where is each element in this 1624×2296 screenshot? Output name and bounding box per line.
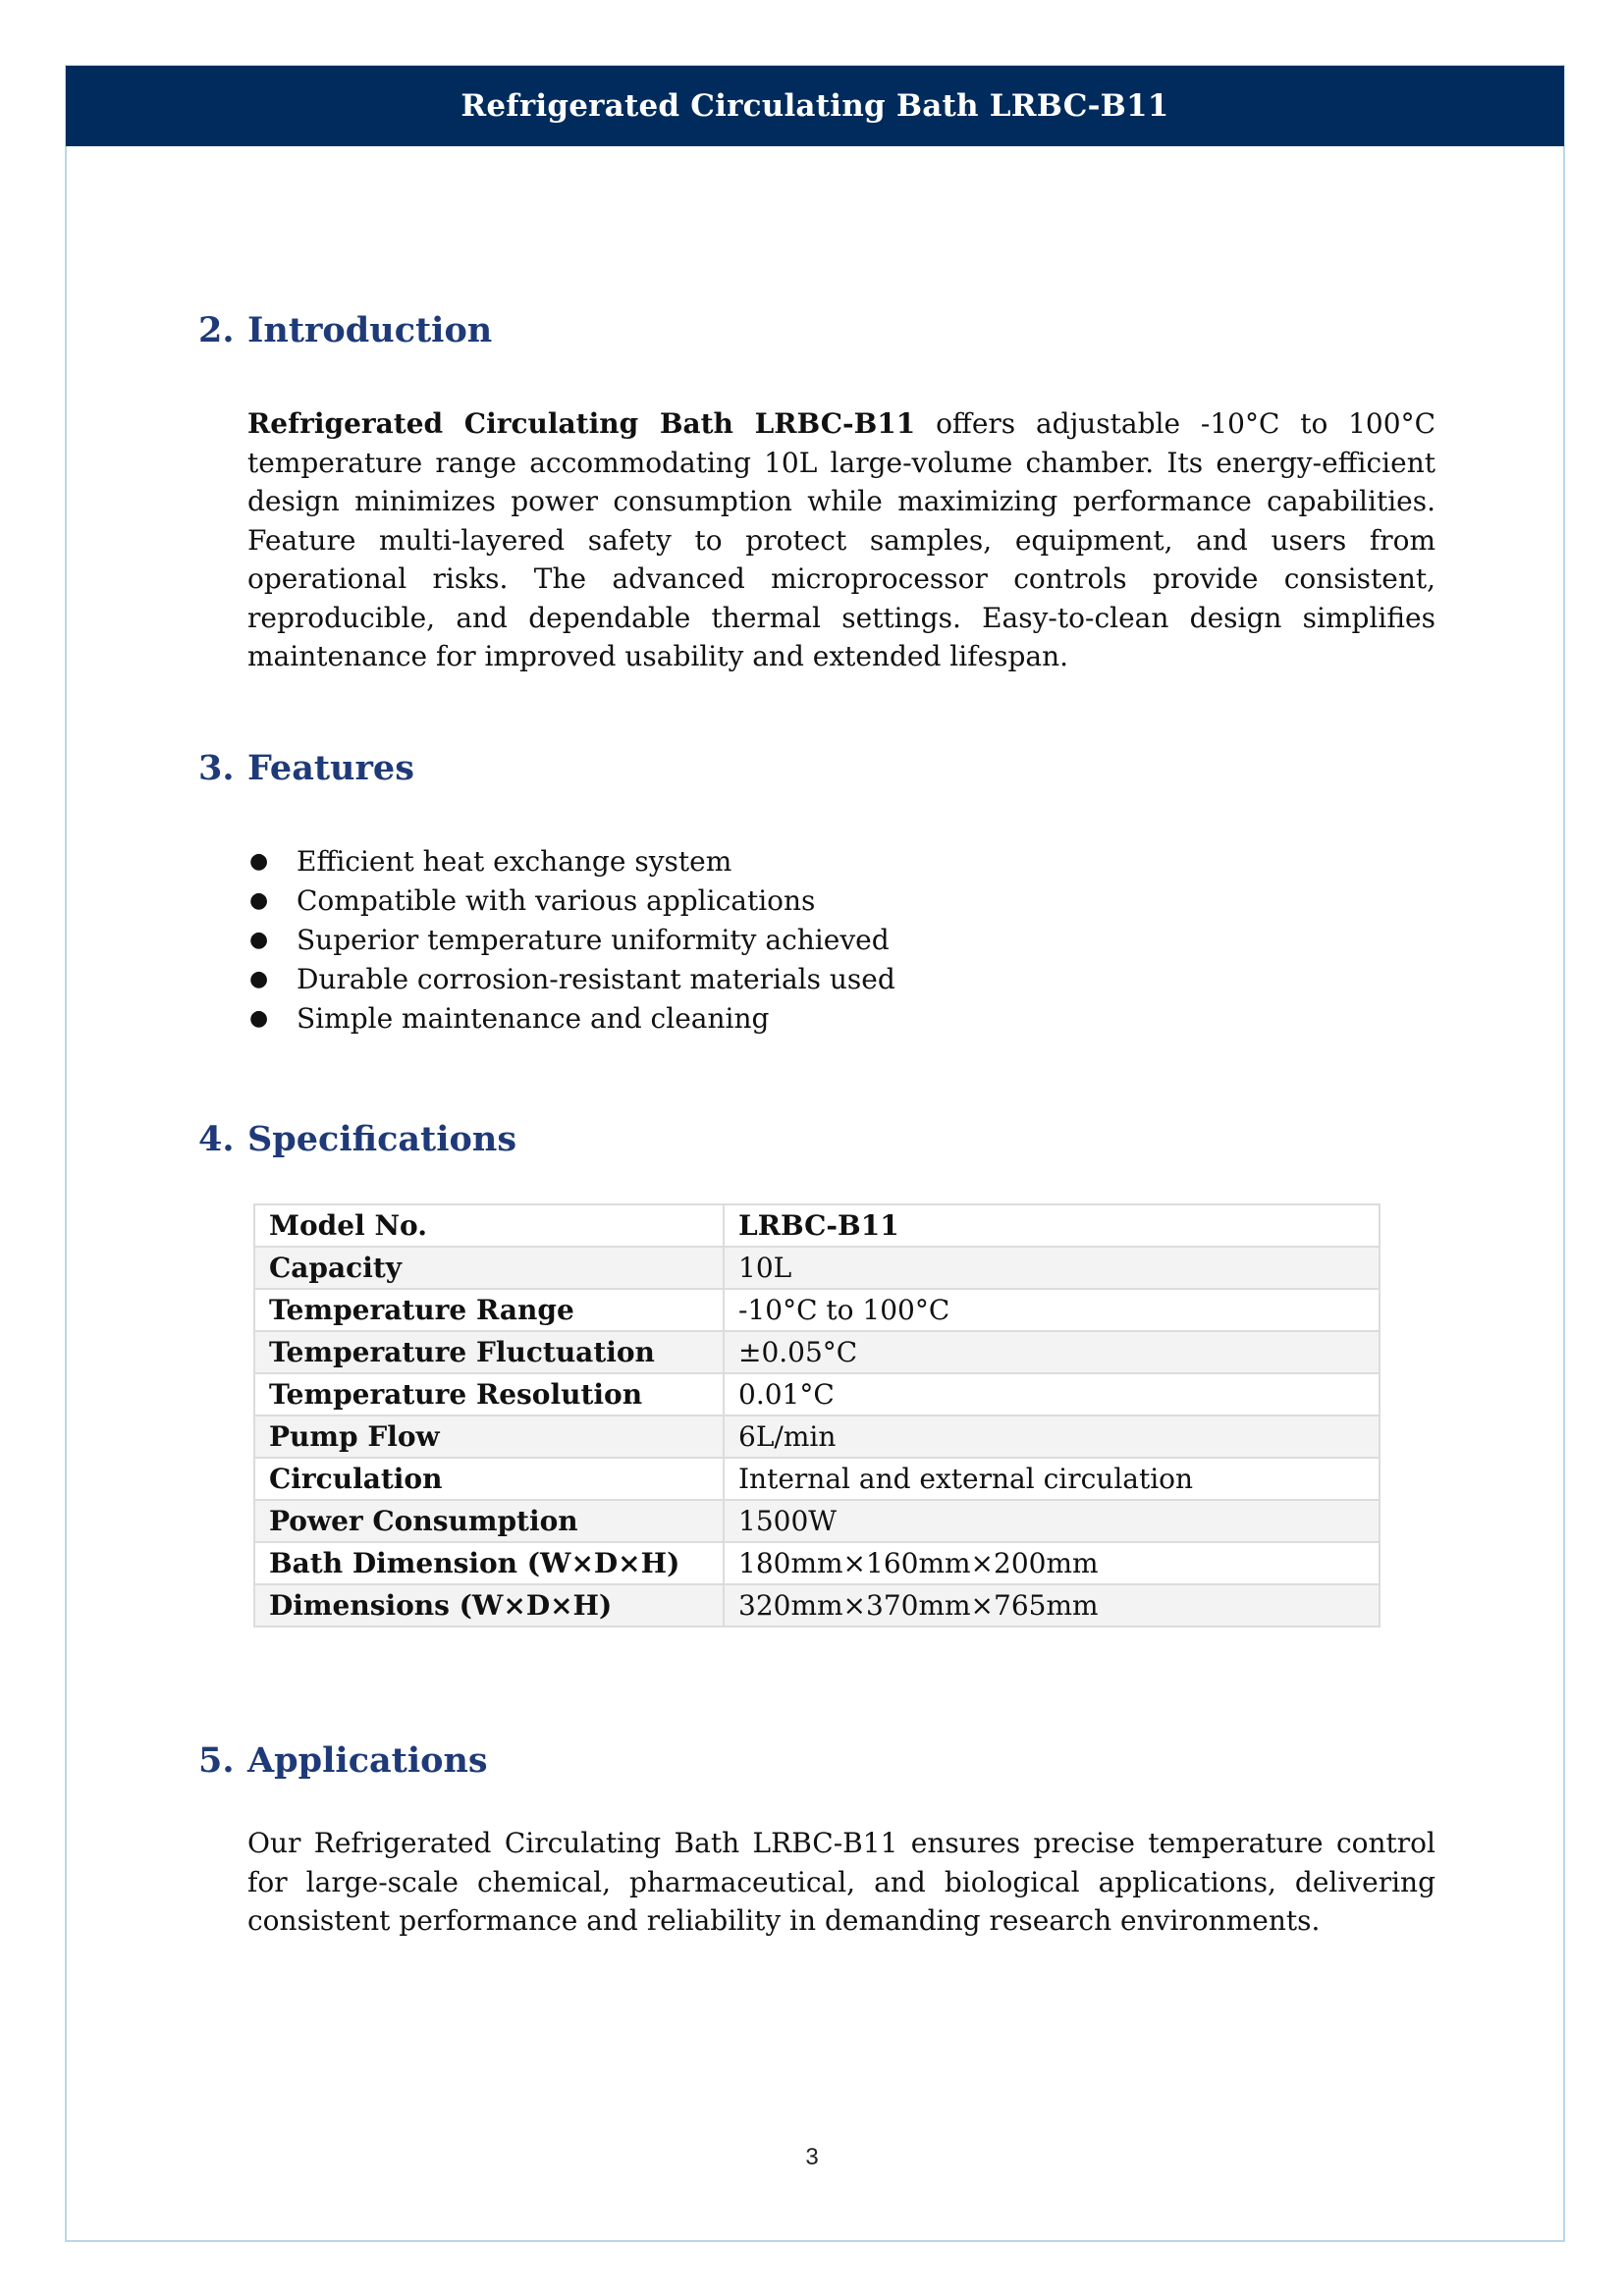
introduction-title: Introduction bbox=[247, 310, 493, 350]
table-row bbox=[254, 1204, 1380, 1247]
table-row bbox=[254, 1373, 1380, 1415]
specifications-table bbox=[253, 1203, 1380, 1628]
bullet-icon: ● bbox=[249, 928, 269, 952]
feature-text: Simple maintenance and cleaning bbox=[297, 1002, 770, 1035]
bullet-icon: ● bbox=[249, 1006, 269, 1031]
spec-value: LRBC-B11 bbox=[724, 1204, 1380, 1247]
features-number: 3. bbox=[198, 748, 235, 788]
feature-text: Efficient heat exchange system bbox=[297, 845, 732, 878]
spec-label: Temperature Fluctuation bbox=[254, 1331, 724, 1373]
spec-value: ±0.05°C bbox=[724, 1331, 1380, 1373]
introduction-lead: Refrigerated Circulating Bath LRBC-B11 bbox=[247, 407, 916, 440]
introduction-paragraph bbox=[247, 404, 1435, 676]
bullet-icon: ● bbox=[249, 967, 269, 991]
document-title: Refrigerated Circulating Bath LRBC-B11 bbox=[460, 88, 1169, 124]
page-number: 3 bbox=[805, 2144, 819, 2170]
list-item bbox=[247, 921, 895, 960]
applications-title: Applications bbox=[247, 1740, 488, 1781]
applications-number: 5. bbox=[198, 1740, 235, 1781]
table-row bbox=[254, 1415, 1380, 1458]
table-row bbox=[254, 1458, 1380, 1500]
list-item bbox=[247, 842, 895, 881]
feature-text: Superior temperature uniformity achieved bbox=[297, 924, 890, 956]
applications-paragraph: Our Refrigerated Circulating Bath LRBC-B11 ensures precise temperature control for large-scale chemical, pharmaceutical, and biological applications, delivering consistent performance and reliability in demanding research environments. bbox=[247, 1827, 1435, 1937]
spec-value: -10°C to 100°C bbox=[724, 1289, 1380, 1331]
spec-value: 1500W bbox=[724, 1500, 1380, 1542]
spec-value: 6L/min bbox=[724, 1415, 1380, 1458]
spec-label: Dimensions (W×D×H) bbox=[254, 1584, 724, 1627]
bullet-icon: ● bbox=[249, 849, 269, 874]
spec-label: Temperature Range bbox=[254, 1289, 724, 1331]
spec-label: Pump Flow bbox=[254, 1415, 724, 1458]
introduction-number: 2. bbox=[198, 310, 235, 350]
list-item bbox=[247, 960, 895, 999]
features-title: Features bbox=[247, 748, 414, 788]
introduction-text: offers adjustable -10°C to 100°C temperature range accommodating 10L large-volume chamber. Its energy-efficient design minimizes power consumption while maximizing performance capabilities. Feature multi-layered safety to protect samples, equipment, and users from operational risks. The advanced microprocessor controls provide consistent, reproducible, and dependable thermal settings. Easy-to-clean design simplifies maintenance for improved usability and extended lifespan. bbox=[247, 407, 1435, 672]
introduction-heading bbox=[198, 310, 492, 350]
bullet-icon: ● bbox=[249, 888, 269, 913]
table-row bbox=[254, 1247, 1380, 1289]
spec-label: Model No. bbox=[254, 1204, 724, 1247]
applications-heading bbox=[198, 1740, 488, 1781]
list-item bbox=[247, 881, 895, 921]
feature-text: Durable corrosion-resistant materials used bbox=[297, 963, 895, 995]
spec-label: Temperature Resolution bbox=[254, 1373, 724, 1415]
table-row bbox=[254, 1331, 1380, 1373]
specifications-heading bbox=[198, 1119, 516, 1159]
table-row bbox=[254, 1289, 1380, 1331]
specifications-number: 4. bbox=[198, 1119, 235, 1159]
spec-label: Bath Dimension (W×D×H) bbox=[254, 1542, 724, 1584]
table-row bbox=[254, 1500, 1380, 1542]
spec-value: Internal and external circulation bbox=[724, 1458, 1380, 1500]
spec-label: Circulation bbox=[254, 1458, 724, 1500]
features-heading bbox=[198, 748, 414, 788]
spec-value: 320mm×370mm×765mm bbox=[724, 1584, 1380, 1627]
spec-label: Capacity bbox=[254, 1247, 724, 1289]
spec-value: 10L bbox=[724, 1247, 1380, 1289]
feature-text: Compatible with various applications bbox=[297, 884, 816, 917]
spec-label: Power Consumption bbox=[254, 1500, 724, 1542]
spec-value: 0.01°C bbox=[724, 1373, 1380, 1415]
features-list bbox=[247, 842, 895, 1039]
list-item bbox=[247, 999, 895, 1039]
spec-value: 180mm×160mm×200mm bbox=[724, 1542, 1380, 1584]
header-band bbox=[66, 66, 1564, 146]
table-row bbox=[254, 1542, 1380, 1584]
table-row bbox=[254, 1584, 1380, 1627]
specifications-title: Specifications bbox=[247, 1119, 517, 1159]
